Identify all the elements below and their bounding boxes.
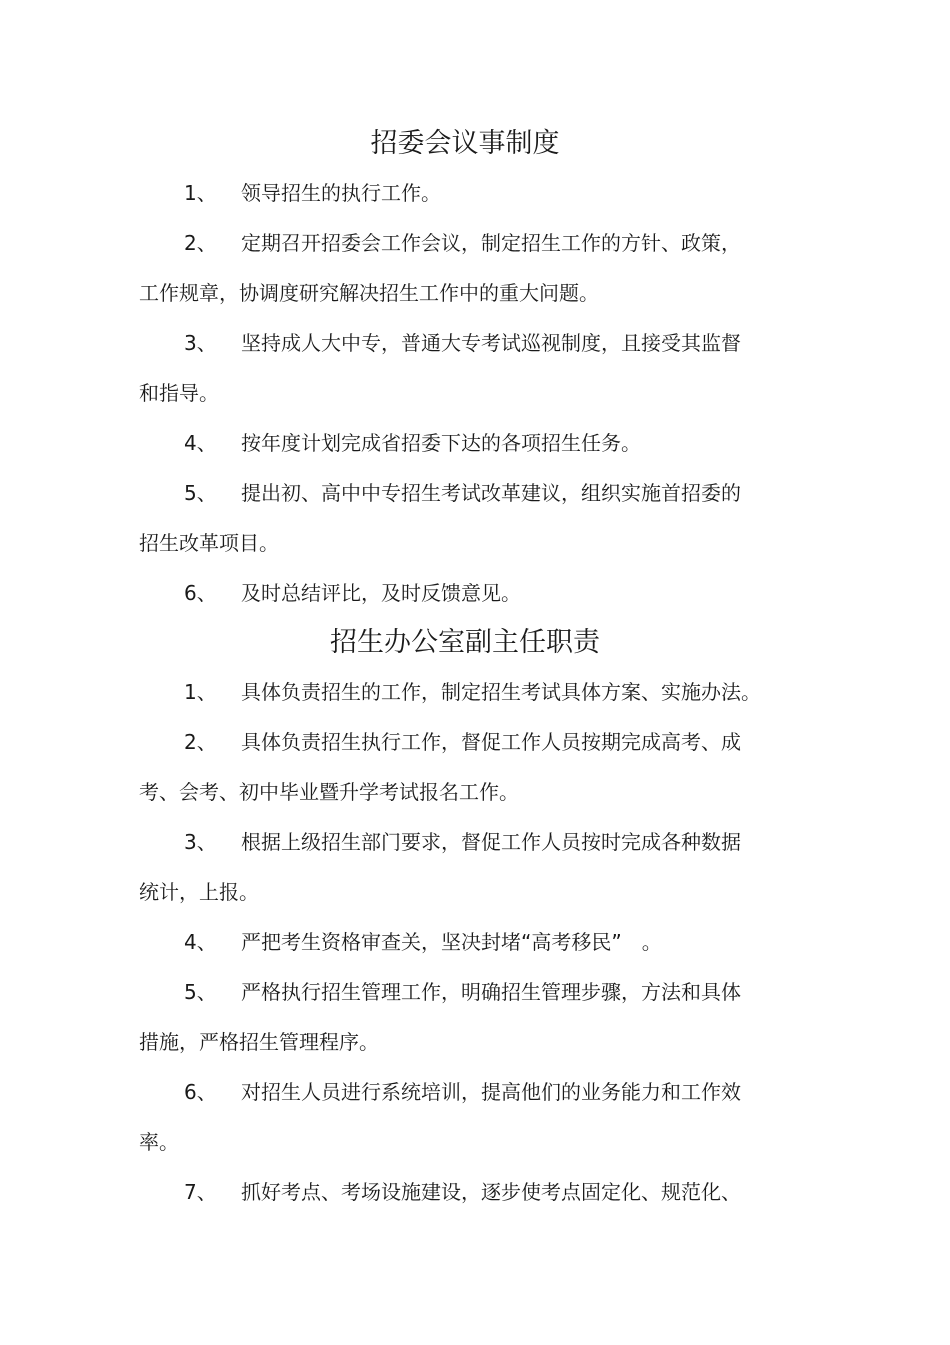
- section2-item1-number: 1、: [184, 680, 217, 704]
- section2-title: 招生办公室副主任职责: [330, 627, 600, 658]
- section2-item5-text-cont: 措施，严格招生管理程序。: [139, 1030, 379, 1054]
- section2-item7-number: 7、: [184, 1180, 217, 1204]
- section1-item6-text: 及时总结评比，及时反馈意见。: [241, 581, 521, 605]
- section1-item3-text: 坚持成人大中专，普通大专考试巡视制度，且接受其监督: [241, 331, 741, 355]
- section1-title: 招委会议事制度: [370, 128, 560, 159]
- section1-item5-number: 5、: [184, 481, 217, 505]
- section2-item2-text-cont: 考、会考、初中毕业暨升学考试报名工作。: [139, 780, 519, 804]
- section1-item2-text: 定期召开招委会工作会议，制定招生工作的方针、政策，: [241, 231, 741, 255]
- section1-item3-text-cont: 和指导。: [139, 381, 219, 405]
- section2-item2-number: 2、: [184, 730, 217, 754]
- section1-item2-number: 2、: [184, 231, 217, 255]
- section1-item2-text-cont: 工作规章，协调度研究解决招生工作中的重大问题。: [139, 281, 599, 305]
- section2-item5-number: 5、: [184, 980, 217, 1004]
- section2-item1-text: 具体负责招生的工作，制定招生考试具体方案、实施办法。: [241, 680, 761, 704]
- section1-item4-text: 按年度计划完成省招委下达的各项招生任务。: [241, 431, 641, 455]
- section2-item6-text: 对招生人员进行系统培训，提高他们的业务能力和工作效: [241, 1080, 741, 1104]
- section1-item3-number: 3、: [184, 331, 217, 355]
- section1-item5-text-cont: 招生改革项目。: [139, 531, 279, 555]
- section2-item3-text-cont: 统计，上报。: [139, 880, 259, 904]
- section2-item5-text: 严格执行招生管理工作，明确招生管理步骤，方法和具体: [241, 980, 741, 1004]
- section2-item3-number: 3、: [184, 830, 217, 854]
- section1-item1-number: 1、: [184, 181, 217, 205]
- section2-item6-text-cont: 率。: [139, 1130, 179, 1154]
- section2-item7-text: 抓好考点、考场设施建设，逐步使考点固定化、规范化、: [241, 1180, 741, 1204]
- section1-item6-number: 6、: [184, 581, 217, 605]
- section1-item4-number: 4、: [184, 431, 217, 455]
- section2-item6-number: 6、: [184, 1080, 217, 1104]
- section2-item3-text: 根据上级招生部门要求，督促工作人员按时完成各种数据: [241, 830, 741, 854]
- section2-item4-text: 严把考生资格审查关，坚决封堵“高考移民” 。: [241, 930, 662, 954]
- section2-item2-text: 具体负责招生执行工作，督促工作人员按期完成高考、成: [241, 730, 741, 754]
- section1-item1-text: 领导招生的执行工作。: [241, 181, 441, 205]
- section1-item5-text: 提出初、高中中专招生考试改革建议，组织实施首招委的: [241, 481, 741, 505]
- section2-item4-number: 4、: [184, 930, 217, 954]
